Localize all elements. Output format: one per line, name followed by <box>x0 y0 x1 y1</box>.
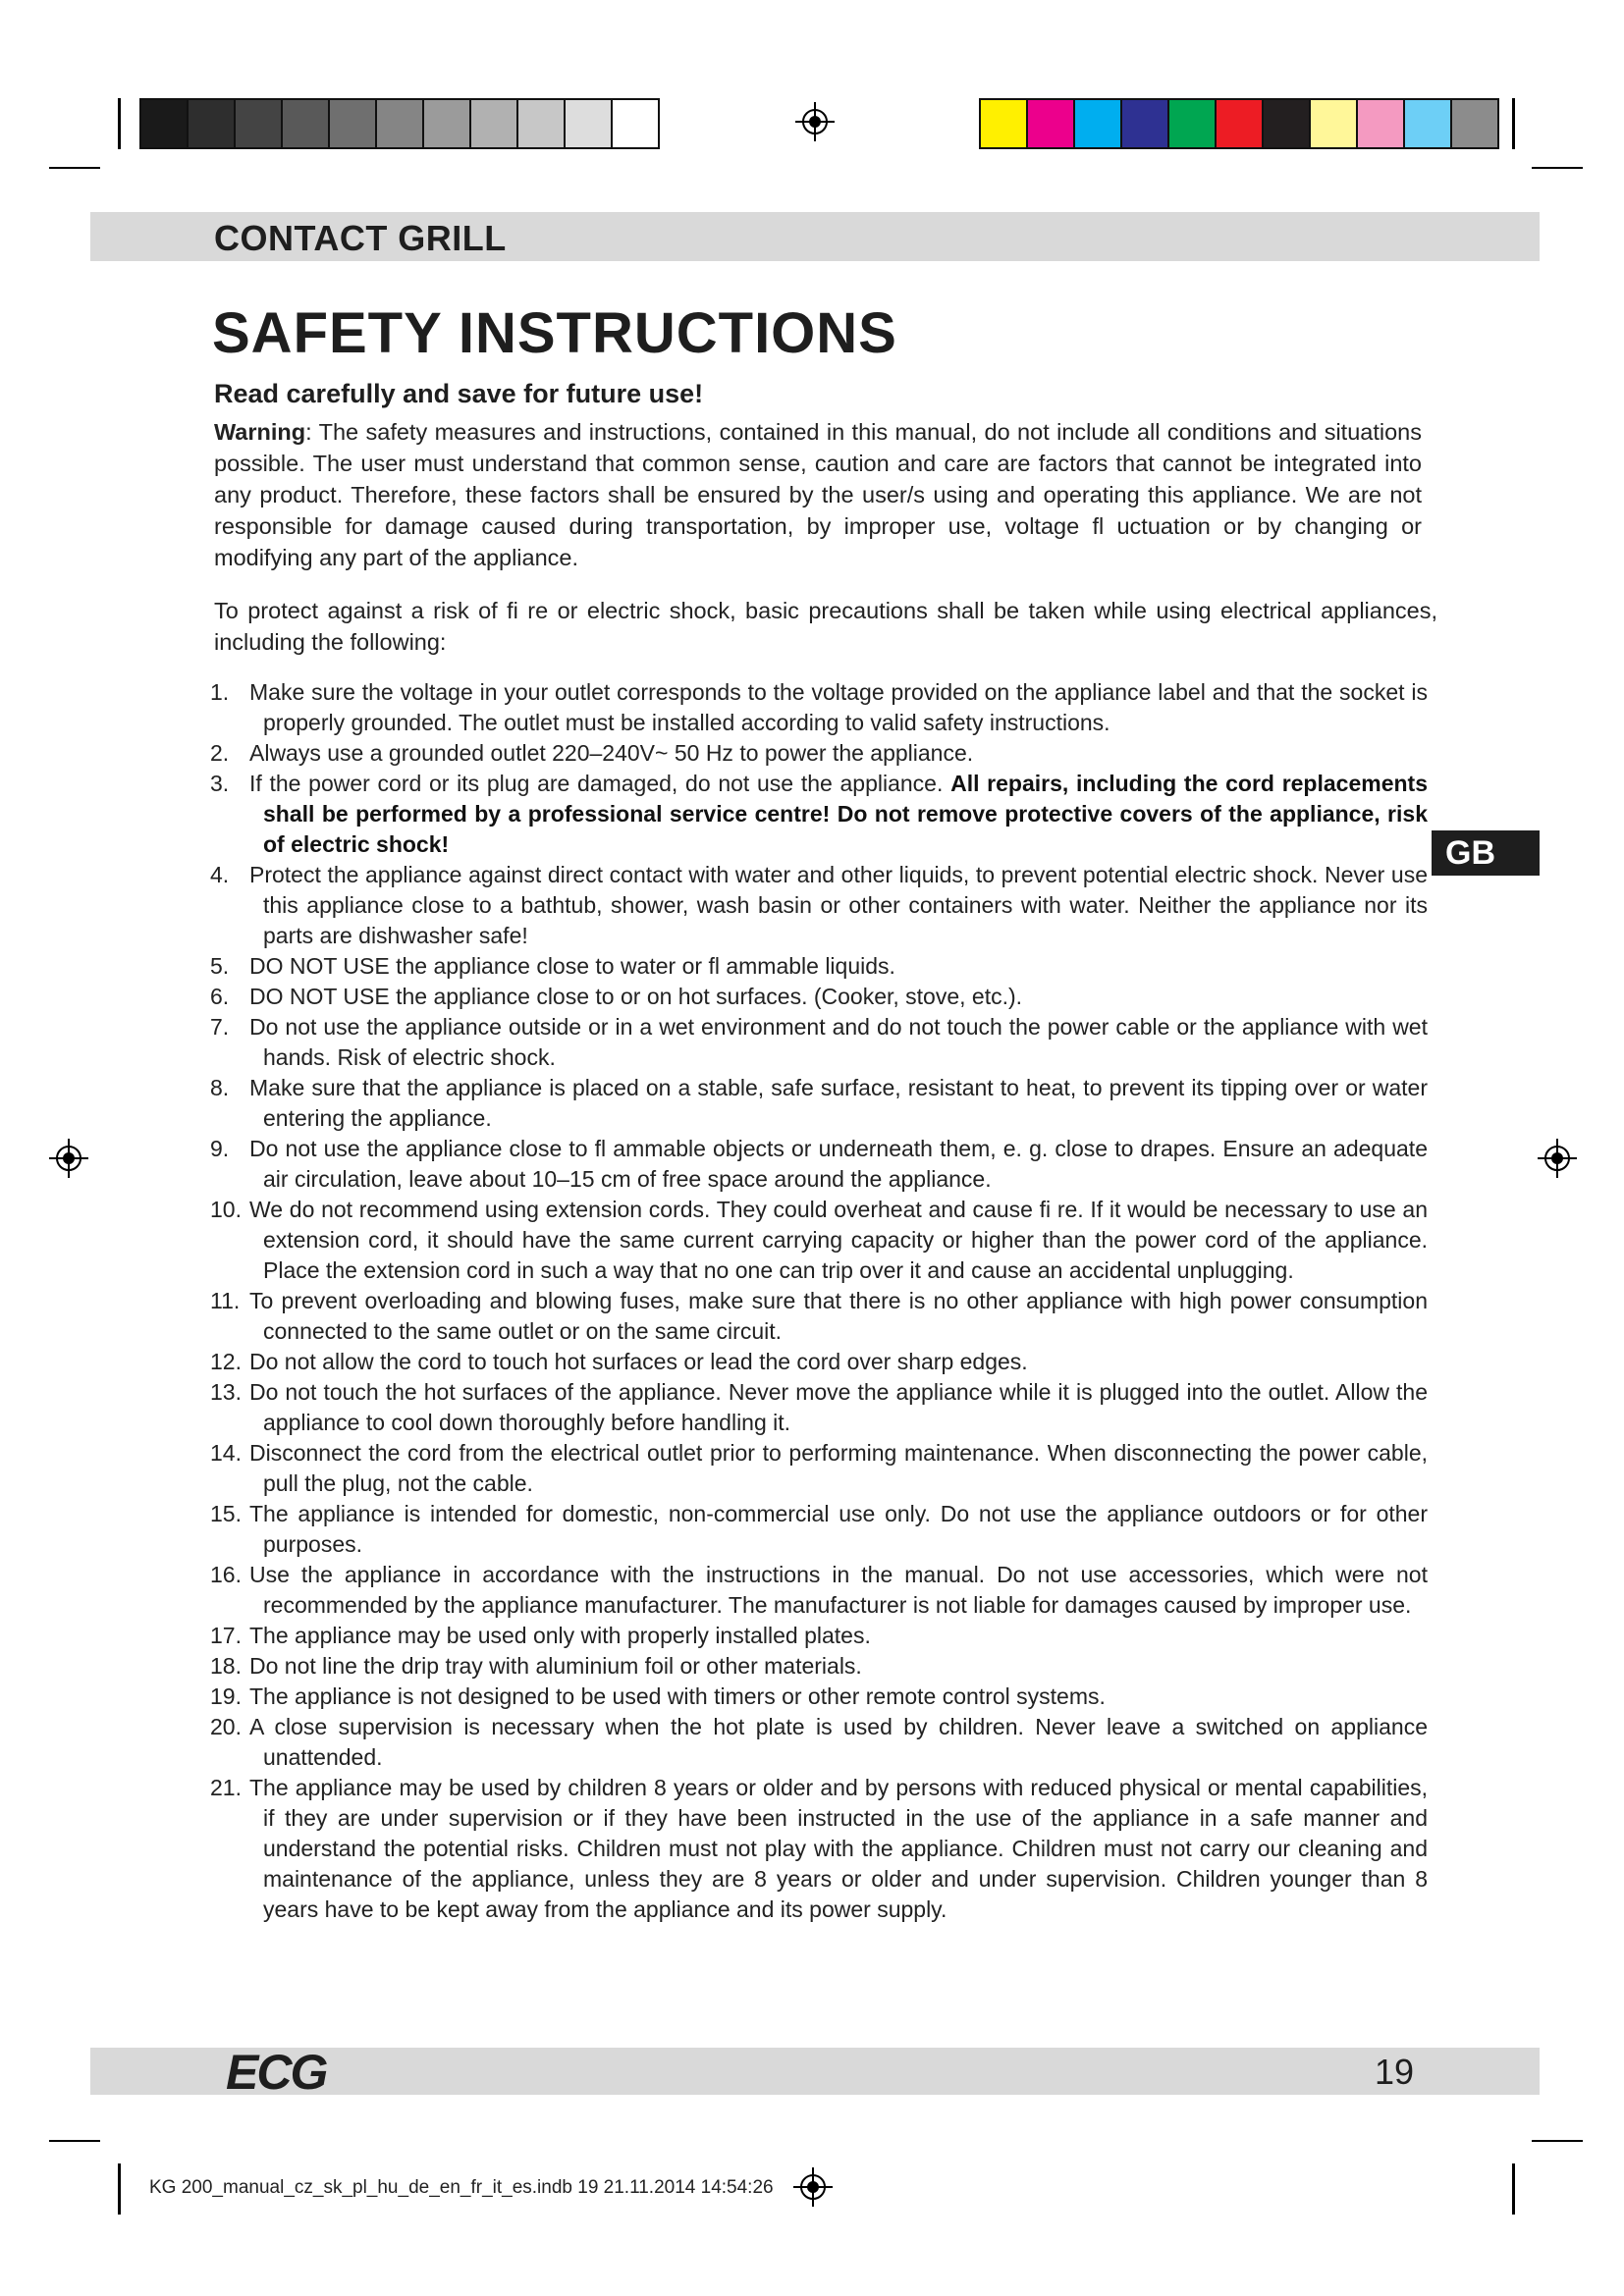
calibration-swatch <box>189 100 236 147</box>
calibration-swatch <box>518 100 566 147</box>
warning-paragraph <box>214 416 1422 573</box>
calibration-swatch <box>236 100 283 147</box>
list-item-number: 6. <box>210 984 230 1009</box>
list-item-number: 7. <box>210 1014 230 1040</box>
list-item-number: 19. <box>210 1683 242 1709</box>
list-item-text: Protect the appliance against direct contact with water and other liquids, to prevent potential electric shock. Never use this appliance close to a bathtub, shower, wash basin or other containers with water. Neither the appliance nor its parts are dishwasher safe! <box>249 862 1428 948</box>
list-item-text: Do not line the drip tray with aluminium foil or other materials. <box>249 1653 862 1679</box>
page-subtitle: Read carefully and save for future use! <box>214 379 704 408</box>
list-item <box>210 1773 1428 1925</box>
grayscale-calibration-bar <box>139 98 660 149</box>
calibration-swatch <box>330 100 377 147</box>
list-item-number: 8. <box>210 1075 230 1100</box>
warning-label: Warning <box>214 419 306 445</box>
list-item <box>210 1012 1428 1073</box>
list-item-text: The appliance is not designed to be used with timers or other remote control systems. <box>249 1683 1106 1709</box>
list-item-number: 16. <box>210 1562 242 1587</box>
list-item-number: 5. <box>210 953 230 979</box>
list-item <box>210 1621 1428 1651</box>
crop-mark <box>49 167 100 169</box>
list-item <box>210 1438 1428 1499</box>
list-item-text: Disconnect the cord from the electrical outlet prior to performing maintenance. When disconnecting the power cable, pull the plug, not the cable. <box>249 1440 1428 1496</box>
list-item-number: 20. <box>210 1714 242 1739</box>
list-item <box>210 1712 1428 1773</box>
calibration-swatch <box>1405 100 1452 147</box>
list-item <box>210 1347 1428 1377</box>
list-item <box>210 1286 1428 1347</box>
list-item-text: Always use a grounded outlet 220–240V~ 50 Hz to power the appliance. <box>249 740 974 766</box>
calibration-swatch <box>1358 100 1405 147</box>
crop-mark <box>1532 2140 1583 2142</box>
calibration-swatch <box>1122 100 1169 147</box>
list-item-text: Use the appliance in accordance with the instructions in the manual. Do not use accessories, which were not recommended by the appliance manufacturer. The manufacturer is not liable for damages caused by improper use. <box>249 1562 1428 1618</box>
calibration-swatch <box>471 100 518 147</box>
crop-mark <box>1532 167 1583 169</box>
list-item-text: If the power cord or its plug are damaged, do not use the appliance. <box>249 771 951 796</box>
crop-mark <box>118 98 121 149</box>
list-item <box>210 738 1428 769</box>
page-title: SAFETY INSTRUCTIONS <box>212 301 897 365</box>
registration-mark-icon <box>1538 1139 1577 1178</box>
list-item <box>210 1682 1428 1712</box>
list-item-number: 10. <box>210 1197 242 1222</box>
list-item-text: The appliance may be used by children 8 years or older and by persons with reduced physical or mental capabilities, if they are under supervision or if they have been instructed in the use of the appliance in a safe manner and understand the potential risks. Children must not play with the appliance. Children must not carry our cleaning and maintenance of the appliance, unless they are 8 years or older and under supervision. Children younger than 8 years have to be kept away from the appliance and its power supply. <box>249 1775 1428 1922</box>
registration-mark-icon <box>795 102 835 141</box>
list-item-text: Do not allow the cord to touch hot surfaces or lead the cord over sharp edges. <box>249 1349 1028 1374</box>
list-item-text: Make sure that the appliance is placed on a stable, safe surface, resistant to heat, to prevent its tipping over or water entering the appliance. <box>249 1075 1428 1131</box>
list-item <box>210 982 1428 1012</box>
list-item-text: DO NOT USE the appliance close to water or fl ammable liquids. <box>249 953 895 979</box>
list-item <box>210 1499 1428 1560</box>
list-item <box>210 951 1428 982</box>
crop-mark <box>1512 2163 1515 2215</box>
calibration-swatch <box>1217 100 1264 147</box>
list-item-text: Do not use the appliance close to fl ammable objects or underneath them, e. g. close to drapes. Ensure an adequate air circulation, leave about 10–15 cm of free space around the appliance. <box>249 1136 1428 1192</box>
list-item <box>210 1560 1428 1621</box>
list-item-bold-text: All repairs, including the cord replacements shall be performed by a professional service centre! Do not remove protective covers of the appliance, risk of electric shock! <box>263 771 1428 857</box>
color-calibration-bar <box>979 98 1499 149</box>
list-item-number: 4. <box>210 862 230 887</box>
registration-mark-icon <box>793 2167 833 2207</box>
list-item-text: The appliance is intended for domestic, non-commercial use only. Do not use the appliance outdoors or for other purposes. <box>249 1501 1428 1557</box>
calibration-swatch <box>1264 100 1311 147</box>
list-item <box>210 769 1428 860</box>
language-tab-gb: GB <box>1432 830 1540 876</box>
warning-text: : The safety measures and instructions, contained in this manual, do not include all conditions and situations possible. The user must understand that common sense, caution and care are factors that cannot be integrated into any product. Therefore, these factors shall be ensured by the user/s using and operating this appliance. We are not responsible for damage caused during transportation, by improper use, voltage fl uctuation or by changing or modifying any part of the appliance. <box>214 419 1422 570</box>
list-item-text: Do not use the appliance outside or in a wet environment and do not touch the power cable or the appliance with wet hands. Risk of electric shock. <box>249 1014 1428 1070</box>
list-item-number: 12. <box>210 1349 242 1374</box>
header-title: CONTACT GRILL <box>214 218 507 258</box>
list-item-text: To prevent overloading and blowing fuses, make sure that there is no other appliance with high power consumption connected to the same outlet or on the same circuit. <box>249 1288 1428 1344</box>
list-item-number: 21. <box>210 1775 242 1800</box>
calibration-swatch <box>1028 100 1075 147</box>
list-item-number: 1. <box>210 679 230 705</box>
list-item <box>210 1073 1428 1134</box>
list-item-number: 15. <box>210 1501 242 1526</box>
protect-paragraph: To protect against a risk of fi re or electric shock, basic precautions shall be taken while using electrical appliances, including the following: <box>214 598 1437 655</box>
list-item-number: 14. <box>210 1440 242 1466</box>
list-item-text: Do not touch the hot surfaces of the appliance. Never move the appliance while it is plugged into the outlet. Allow the appliance to cool down thoroughly before handling it. <box>249 1379 1428 1435</box>
list-item <box>210 1377 1428 1438</box>
calibration-swatch <box>1075 100 1122 147</box>
list-item <box>210 677 1428 738</box>
list-item-text: We do not recommend using extension cords. They could overheat and cause fi re. If it would be necessary to use an extension cord, it should have the same current carrying capacity or higher than the power cord of the appliance. Place the extension cord in such a way that no one can trip over it and cause an accidental unplugging. <box>249 1197 1428 1283</box>
calibration-swatch <box>377 100 424 147</box>
calibration-swatch <box>566 100 613 147</box>
page-number: 19 <box>1375 2052 1415 2092</box>
list-item-number: 13. <box>210 1379 242 1405</box>
list-item <box>210 860 1428 951</box>
brand-logo: ECG <box>226 2045 327 2100</box>
list-item-number: 3. <box>210 771 230 796</box>
list-item <box>210 1651 1428 1682</box>
crop-mark <box>49 2140 100 2142</box>
list-item-number: 11. <box>210 1288 241 1313</box>
list-item <box>210 1134 1428 1195</box>
print-slug: KG 200_manual_cz_sk_pl_hu_de_en_fr_it_es.indb 19 21.11.2014 14:54:26 <box>149 2177 774 2198</box>
list-item-number: 18. <box>210 1653 242 1679</box>
list-item-text: The appliance may be used only with properly installed plates. <box>249 1623 871 1648</box>
list-item-text: Make sure the voltage in your outlet corresponds to the voltage provided on the appliance label and that the socket is properly grounded. The outlet must be installed according to valid safety instructions. <box>249 679 1428 735</box>
calibration-swatch <box>613 100 658 147</box>
crop-mark <box>118 2163 121 2215</box>
calibration-swatch <box>1452 100 1497 147</box>
crop-mark <box>1512 98 1515 149</box>
calibration-swatch <box>424 100 471 147</box>
list-item-number: 9. <box>210 1136 230 1161</box>
calibration-swatch <box>283 100 330 147</box>
list-item-text: DO NOT USE the appliance close to or on hot surfaces. (Cooker, stove, etc.). <box>249 984 1023 1009</box>
safety-instructions-list <box>210 677 1428 1925</box>
list-item-number: 2. <box>210 740 230 766</box>
registration-mark-icon <box>49 1139 88 1178</box>
calibration-swatch <box>981 100 1028 147</box>
list-item-text: A close supervision is necessary when the hot plate is used by children. Never leave a switched on appliance unattended. <box>249 1714 1428 1770</box>
calibration-swatch <box>141 100 189 147</box>
list-item <box>210 1195 1428 1286</box>
list-item-number: 17. <box>210 1623 242 1648</box>
calibration-swatch <box>1311 100 1358 147</box>
calibration-swatch <box>1169 100 1217 147</box>
